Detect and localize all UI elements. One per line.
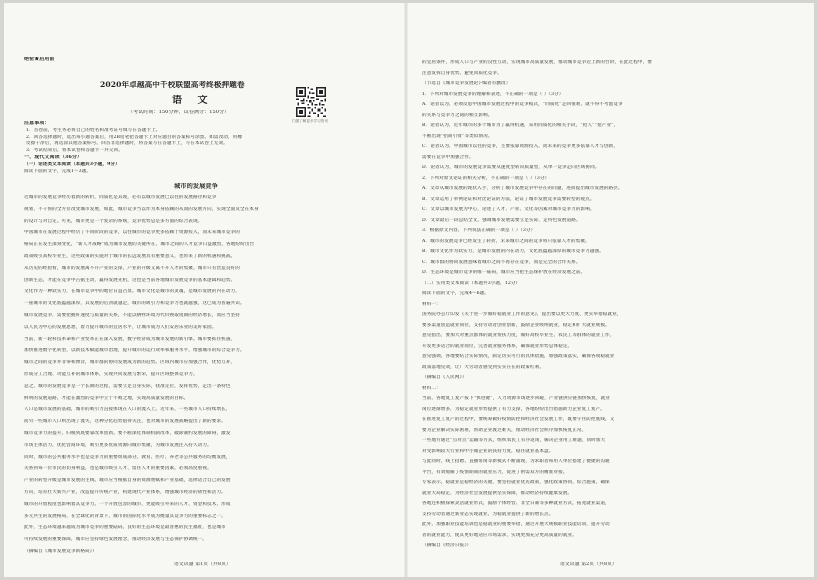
page-two-footer: 语文试题 第2页（共8页） xyxy=(560,562,617,567)
text-line: D．生态环境是城市竞争的唯一砝码，城市应当把生态保护放在经济发展之前。 xyxy=(422,270,586,275)
article-line: 产业的转型升级是城市发展的主线。城市应当根据自身的资源禀赋和产业基础，选择适合自己的发展 xyxy=(24,478,231,484)
text-line: 材料二： xyxy=(422,385,441,391)
text-line: 政策落地见效，让广大劳动者感受到实实在在的政策红利。 xyxy=(422,364,545,370)
text-line: 要多渠道创造就业岗位，支持劳动者创业创新，鼓励企业吸纳就业，稳定和扩大就业规模。 xyxy=(422,322,610,328)
page-fold xyxy=(404,3,408,577)
text-line: 国务院办公厅印发《关于进一步做好稳就业工作的意见》，提出要以更大力度、更实举措稳就业， xyxy=(422,312,622,317)
article-line: 此外，生态环境越来越成为城市竞争的重要砝码。良好的生态环境是最普惠的民生福祉，也是城市 xyxy=(24,525,226,531)
text-line: （节选自《城市竞争发展论》·编者有删改） xyxy=(422,81,511,86)
text-line: B．论者认为，近年城市的多个城市为了赢得机遇，采用同质化的相关手段，“抢人”“抢产业”， xyxy=(422,123,619,128)
text-line: 阅读下面的文字，完成4～6题。 xyxy=(422,291,490,296)
text-line: D．文章最后一段总结全文，强调城市发展需要立足实际，走特色发展道路。 xyxy=(422,217,581,223)
article-line: 一座城市的文化底蕴越深厚，其发展的后劲就越足，城市的吸引力和竞争力也就越强，这已成为普遍共识。 xyxy=(24,301,245,307)
text-line: A．城市的发展竞争已经发生了转折，未来城市之间的竞争将只依靠人才的集聚。 xyxy=(422,238,590,244)
text-line: 就业大局稳定，为经济社会发展提供坚实保障，推动经济持续健康发展。 xyxy=(422,490,573,496)
notice-line: 3．考试结束后，将本试卷和答题卡一并交回。 xyxy=(26,147,123,153)
article-title: 城市的发展竞争 xyxy=(174,183,219,190)
exam-title: 2020年卓越高中千校联盟高考终极押题卷 xyxy=(100,81,245,89)
article-line: 规划，不干预的全方位改变城市发展，如此，城市竞争当以作为本身依赖的从而的发展方向，实现全面及全在本身 xyxy=(24,206,259,212)
text-line: 的宜居条件，形成人口与产业的良性互动，实现城市高质量发展，推动城市竞争迈上新的台阶，在此过程中，要 xyxy=(422,60,652,65)
qr-caption: 扫描了解更多学习资讯 xyxy=(292,119,328,123)
article-line: 从历史的经验看，城市的发展离不开产业的支撑，产业的升级又离不开人才的集聚。城市只有营造良好的 xyxy=(24,265,240,271)
text-line: C．文章以城市发展为中心，论述了人才、产业、文化等因素对城市竞争力的影响。 xyxy=(422,207,595,212)
subsection-instruction: 阅读下面的文字，完成1～3题。 xyxy=(24,169,92,174)
article-line: 中国城市在发展过程中经历了不同阶段的竞争，以往城市的竞争更多依赖于资源投入，而未来城市竞争的 xyxy=(24,230,240,236)
text-line: 2．下列对原文论证的相关分析，不正确的一项是（ ）（3分） xyxy=(422,175,550,181)
article-line: 关系到每一位市民的切身利益，也是城市吸引人才、留住人才的重要因素，必须高度重视。 xyxy=(24,466,212,472)
article-line: 城市的开放程度也影响着其竞争力。一个开放包容的城市，更能吸引外来的人才、资金和技术，形成 xyxy=(24,501,231,507)
text-line: B．文章运用了举例论证和对比论证的方法，论证了城市发展竞争需要转型的观点。 xyxy=(422,196,595,202)
article-line: 多元共生的发展格局，在全球化的背景下，城市的国际化水平成为衡量其竞争力的重要标志之一。 xyxy=(24,513,226,519)
text-line: C．论者认为，中国城市以往的竞争，主要依靠资源投入，而未来的竞争更多依靠人才与创新， xyxy=(422,144,619,149)
section-heading: 一、现代文阅读（36分） xyxy=(24,155,83,160)
article-line: 创新生态，才能在竞争中占据主动，赢得发展先机，这也是当前各地城市发展竞争的基本逻辑和趋势。 xyxy=(24,277,236,283)
text-line: 对受影响较大行业和中小微企业的扶持力度，稳住就业基本盘。 xyxy=(422,448,554,454)
text-line: 当前，各地复工复产按下“快进键”，人力资源市场逐步回暖，产业链供应链加快恢复，就业 xyxy=(422,396,610,401)
text-line: 各地还积极探索灵活就业形式，鼓励个体经营、非全日制等多种就业方式，拓宽就业渠道， xyxy=(422,501,610,506)
article-line: 城市之间的竞争并非零和博弈，城市群的协同发展成为新的趋势。区域内城市应加强合作，优势互补， xyxy=(24,360,236,366)
article-line: 当前，新一轮科技革命和产业变革正在深入发展，数字经济成为城市发展的新引擎。城市要抓住机遇， xyxy=(24,336,236,342)
text-line: 要为企业解决实际困难，帮助企业渡过难关，推动经济社会秩序加快恢复正常。 xyxy=(422,427,587,433)
text-line: （二）实用类文本阅读（本题共3小题，12分） xyxy=(422,280,521,286)
text-line: D．论者认为，城市的发展竞争需要从速度型转向质量型，从单一竞争走向区域协同。 xyxy=(422,165,600,170)
text-line: B．城市文化作为软实力，是城市发展的内在动力，文化底蕴越深厚的城市竞争力越强。 xyxy=(422,249,604,254)
confidential-label: 绝密★启用前 xyxy=(24,57,55,62)
article-line: 鲜明的发展道路，才能在激烈的竞争中立于不败之地，实现高质量发展的目标。 xyxy=(24,395,189,401)
notice-line: 2．回答选择题时，选出每小题答案后，用2B铅笔把答题卡上对应题目的答案标号涂黑。如需改动，用橡 xyxy=(26,134,243,140)
qr-code xyxy=(296,87,326,117)
article-line: 政策吸引高校毕业生，这些政策的实施对于城市的长远发展具有重要意义，也带来了新的机遇和挑战。 xyxy=(24,254,236,259)
article-line: 城市发展竞争，需要把握好速度与质量的关系，不能以牺牲环境为代价换取短期的经济增长，而应当坚持 xyxy=(24,313,240,318)
article-line: （摘编自《城市发展竞争新格局》） xyxy=(24,549,97,554)
text-line: 岗位逐渐增多，为稳定就业形势提供了有力支撑，各地纷纷出台措施助力企业复工复产。 xyxy=(422,406,606,412)
text-line: 意见强调，各地要结合实际情况，制定切实可行的具体措施，加强政策落实，确保各项稳就业 xyxy=(422,354,615,359)
article-line: 方向，培育壮大新兴产业，改造提升传统产业，构建现代产业体系，增强城市经济的韧性和活力。 xyxy=(24,490,226,495)
text-line: 平台，有效缓解了疫情期间的就业压力，促进了供需双方的精准对接。 xyxy=(422,469,568,475)
page-two xyxy=(410,3,814,577)
text-line: 材料一： xyxy=(422,301,441,307)
text-line: 支持劳动者通过新业态实现就业，为稳就业提供了新的增长点。 xyxy=(422,511,554,517)
text-line: 专家表示，稳就业是稳经济的关键，要坚持就业优先政策，强化政策协同，综合施策，确保 xyxy=(422,480,610,485)
exam-info: （考试时间：150分钟，试卷满分：150分） xyxy=(128,110,230,115)
text-line: （摘编自《经济日报》） xyxy=(422,543,472,548)
text-line: 需要在竞争中加强合作。 xyxy=(422,154,474,160)
text-line: 开发更多适合的就业岗位，完善就业服务体系，确保就业形势总体稳定。 xyxy=(422,343,573,349)
text-line: 意见指出，要加大对重点群体的就业帮扶力度，做好高校毕业生、农民工等群体的就业工作， xyxy=(422,333,615,338)
text-line: 与此同时，线上招聘、直播带岗等新模式不断涌现，为求职者和用人单位搭建了便捷的沟通 xyxy=(422,459,610,464)
article-line: 市场主体活力，优化营商环境，吸引更多优质资源向城市集聚，为城市发展注入持久动力。 xyxy=(24,442,212,448)
article-line: 城市竞争力的提升，归根到底要靠改革创新。要不断深化体制机制改革，破除制约发展的障碍，激发 xyxy=(24,431,231,436)
article-line: 总之，城市的发展竞争是一个长期的过程，需要立足自身实际，找准定位，发挥优势，走出一条特色 xyxy=(24,383,231,389)
page-one xyxy=(4,3,410,577)
notice-line: 1．答卷前，考生务必将自己的姓名和准考证号填写在答题卡上。 xyxy=(26,128,161,133)
text-line: 1．下列对城市发展竞争的理解和表述，不正确的一项是（ ）（3分） xyxy=(422,91,564,97)
text-line: 不断出现“招商引资”等类似情况。 xyxy=(422,133,493,139)
notice-line: 皮擦干净后，再选涂其他答案标号。回答非选择题时，将答案写在答题卡上，写在本试卷上无效。 xyxy=(26,141,228,147)
text-line: 在推进复工复产的过程中，要统筹做好疫情防控和经济社会发展工作，既要守住防控底线，又 xyxy=(422,417,615,422)
subject-title: 语 文 xyxy=(172,95,214,106)
text-line: 的关系与竞争力之间的相互影响。 xyxy=(422,112,493,118)
text-line: 此外，加强职业技能培训也是稳就业的重要举措，通过开展大规模职业技能培训，提升劳动 xyxy=(422,522,610,527)
text-line: C．城市群的协同发展意味着城市之间不再存在竞争，而是完全的合作关系。 xyxy=(422,259,581,265)
exam-sheet xyxy=(4,3,814,577)
text-line: 者的就业能力，使其更好地适应市场需求，实现更加充分更高质量的就业。 xyxy=(422,532,577,538)
article-line: 加快推进数字化转型，以新技术赋能城市治理，提升城市的运行效率和服务水平，增强城市的综合竞争力。 xyxy=(24,348,245,354)
notice-heading: 注意事项： xyxy=(24,121,50,126)
article-line: 而另一些城市人口则出现了流失，这种分化趋势值得关注，也对城市的发展战略提出了新的要求。 xyxy=(24,419,226,425)
article-line: 形成分工合理、功能互补的城市体系，实现共同发展与繁荣，提升区域整体竞争力。 xyxy=(24,372,198,377)
text-line: 一些地方通过“点对点”运输等方式，组织农民工有序返岗，解决企业用工难题，同时加大 xyxy=(422,438,606,443)
article-line: 近城市的发展竞争经历着新的转折，同质化是其现，必有以城市发展已以往的发展路径和竞争 xyxy=(24,195,217,200)
article-line: 可持续发展的重要保障，城市应坚持绿色发展理念，推动经济发展与生态保护协调统一。 xyxy=(24,537,208,543)
article-line: 以人民为中心的发展思想，着力提升城市的宜居水平，让城市成为人们安居乐业的美好家园。 xyxy=(24,324,217,330)
page-one-footer: 语文试题 第1页（共8页） xyxy=(174,562,231,567)
subsection-heading: （一）论述类文本阅读（本题共3小题，9分） xyxy=(24,162,120,167)
text-line: 注意发挥自身优势，避免同质化竞争。 xyxy=(422,70,502,76)
text-line: A．论者以为，必须反思中国城市发展过程中的竞争模式，“同质化”走回很难，就不得不考虑竞争 xyxy=(422,102,623,107)
text-line: 3．根据原文内容，下列说法正确的一项是（ ）（3分） xyxy=(422,228,536,233)
article-line: 的设计与对自定。可见，城市更是一个复杂的系统，竞争优势总是多方面的综合表现。 xyxy=(24,218,203,224)
article-line: 人口是城市发展的基础，城市的吸引力直接体现在人口的流入上。近年来，一些城市人口持续增长， xyxy=(24,407,231,413)
text-line: A．文章从城市发展的现状入手，分析了城市发展竞争中存在的问题，进而提出城市发展的路径。 xyxy=(422,186,623,191)
text-line: （摘编自《人民网》） xyxy=(422,375,467,380)
article-line: 格局正在发生深刻变化，“新人才战略”成为城市发展的关键所在，城市之间的人才竞争日益激烈，各地纷纷出台 xyxy=(24,242,255,248)
article-line: 同时，城市的公共服务水平也是竞争力的重要组成部分。教育、医疗、养老等公共服务的均衡发展， xyxy=(24,454,231,460)
article-line: 文化作为一种软实力，在城市竞争中的地位日益凸显。城市文化是城市的灵魂，是城市发展的内在动力， xyxy=(24,289,240,295)
